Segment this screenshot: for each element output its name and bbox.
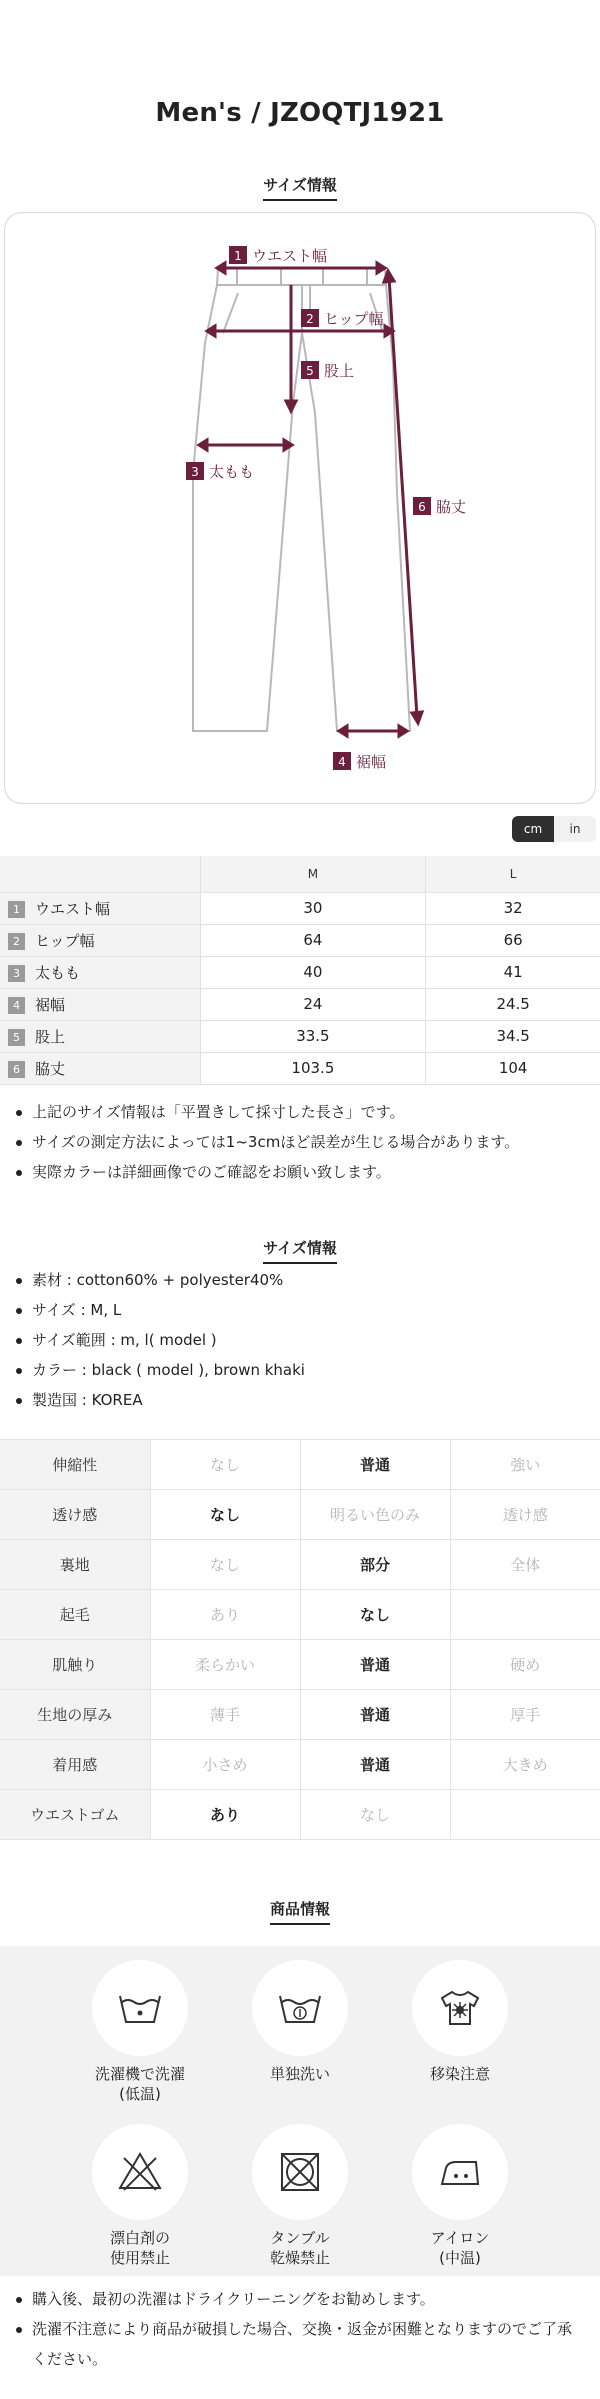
row-badge: 2 (8, 933, 25, 950)
size-diagram (4, 212, 596, 804)
attr-name: 伸縮性 (0, 1439, 150, 1489)
size-table (0, 856, 600, 1085)
cell-value: 40 (200, 956, 426, 988)
unit-toggle (0, 804, 600, 856)
attr-option-selected: 普通 (300, 1689, 450, 1739)
attr-option: なし (150, 1439, 300, 1489)
care-label: 洗濯機で洗濯 (低温) (94, 2064, 185, 2103)
unit-in-button[interactable]: in (554, 816, 596, 842)
care-label: 移染注意 (429, 2064, 490, 2083)
badge-4-num: 4 (338, 755, 346, 769)
wash-separately-icon (276, 1988, 324, 2028)
care-label: 単独洗い (269, 2064, 330, 2083)
attr-option: あり (150, 1589, 300, 1639)
attr-name: 肌触り (0, 1639, 150, 1689)
care-item (380, 1960, 540, 2084)
attr-option: なし (150, 1539, 300, 1589)
list-item: カラー : black ( model ), brown khaki (14, 1355, 600, 1385)
attr-option (450, 1589, 600, 1639)
attr-option: 大きめ (450, 1739, 600, 1789)
label-waist: ウエスト幅 (252, 247, 328, 265)
badge-6-num: 6 (418, 500, 426, 514)
list-item: サイズ : M, L (14, 1295, 600, 1325)
list-item: 洗濯不注意により商品が破損した場合、交換・返金が困難となりますのでご了承ください。 (14, 2314, 586, 2374)
table-row (0, 1439, 600, 1489)
badge-2-num: 2 (306, 312, 314, 326)
cell-value: 103.5 (200, 1052, 426, 1084)
attr-name: 透け感 (0, 1489, 150, 1539)
cell-value: 24 (200, 988, 426, 1020)
cell-value: 24.5 (426, 988, 600, 1020)
row-label: 股上 (35, 1027, 66, 1046)
row-label: ウエスト幅 (35, 899, 111, 918)
care-item (380, 2124, 540, 2268)
table-row (0, 892, 600, 924)
cell-value: 104 (426, 1052, 600, 1084)
label-hip: ヒップ幅 (324, 310, 384, 328)
page-title: Men's / JZOQTJ1921 (155, 98, 445, 128)
row-badge: 1 (8, 901, 25, 918)
label-thigh: 太もも (209, 463, 255, 481)
attr-name: ウエストゴム (0, 1789, 150, 1839)
row-label: 脇丈 (35, 1059, 66, 1078)
header-size-m: M (200, 856, 426, 892)
table-row (0, 1589, 600, 1639)
care-item (220, 2124, 380, 2268)
table-row (0, 988, 600, 1020)
table-row (0, 956, 600, 988)
info-section-title: サイズ情報 (263, 1237, 337, 1264)
cell-value: 66 (426, 924, 600, 956)
attr-option-selected: なし (150, 1489, 300, 1539)
list-item: 購入後、最初の洗濯はドライクリーニングをお勧めします。 (14, 2284, 586, 2314)
label-rise: 股上 (324, 362, 355, 380)
row-label: 太もも (35, 963, 81, 982)
table-row (0, 1689, 600, 1739)
size-table-header (0, 856, 600, 892)
table-row (0, 924, 600, 956)
size-section-heading (0, 150, 600, 202)
attr-option-selected: 普通 (300, 1739, 450, 1789)
row-label: 裾幅 (35, 995, 66, 1014)
list-item: サイズの測定方法によっては1~3cmほど誤差が生じる場合があります。 (14, 1127, 600, 1157)
cell-value: 41 (426, 956, 600, 988)
attr-name: 着用感 (0, 1739, 150, 1789)
attr-option-selected: 普通 (300, 1439, 450, 1489)
table-row (0, 1639, 600, 1689)
attr-option: 強い (450, 1439, 600, 1489)
iron-medium-icon (436, 2154, 484, 2190)
care-label: タンブル 乾燥禁止 (269, 2228, 330, 2267)
unit-cm-button[interactable]: cm (512, 816, 554, 842)
label-outseam: 脇丈 (436, 498, 467, 516)
cell-value: 33.5 (200, 1020, 426, 1052)
no-bleach-icon (116, 2150, 164, 2194)
care-item (60, 2124, 220, 2268)
table-row (0, 1489, 600, 1539)
attr-option: 柔らかい (150, 1639, 300, 1689)
care-instructions (0, 1946, 600, 2276)
row-badge: 3 (8, 965, 25, 982)
table-row (0, 1739, 600, 1789)
badge-5-num: 5 (306, 364, 314, 378)
row-badge: 6 (8, 1061, 25, 1078)
table-row (0, 1052, 600, 1084)
attr-name: 裏地 (0, 1539, 150, 1589)
machine-wash-icon (116, 1988, 164, 2028)
list-item: 実際カラーは詳細画像でのご確認をお願い致します。 (14, 1157, 600, 1187)
attr-option: 厚手 (450, 1689, 600, 1739)
badge-1-num: 1 (234, 249, 242, 263)
row-label: ヒップ幅 (35, 931, 95, 950)
header-blank (0, 856, 200, 892)
header-size-l: L (426, 856, 600, 892)
row-badge: 4 (8, 997, 25, 1014)
attr-option: 小さめ (150, 1739, 300, 1789)
attr-option: 透け感 (450, 1489, 600, 1539)
fabric-attributes-table (0, 1439, 600, 1840)
attr-option (450, 1789, 600, 1839)
color-transfer-icon (438, 1986, 482, 2030)
list-item: 上記のサイズ情報は「平置きして採寸した長さ」です。 (14, 1097, 600, 1127)
attr-option-selected: あり (150, 1789, 300, 1839)
pants-illustration (5, 213, 597, 805)
product-section-title: 商品情報 (270, 1898, 330, 1925)
list-item: サイズ範囲 : m, l( model ) (14, 1325, 600, 1355)
no-tumble-dry-icon (278, 2150, 322, 2194)
attr-option: 硬め (450, 1639, 600, 1689)
attr-name: 起毛 (0, 1589, 150, 1639)
attr-option-selected: 部分 (300, 1539, 450, 1589)
care-label: アイロン (中温) (430, 2228, 490, 2267)
cell-value: 30 (200, 892, 426, 924)
attr-option-selected: なし (300, 1589, 450, 1639)
info-section-heading (0, 1213, 600, 1265)
product-section-heading (0, 1874, 600, 1926)
list-item: 製造国 : KOREA (14, 1385, 600, 1415)
table-row (0, 1020, 600, 1052)
care-label: 漂白剤の 使用禁止 (109, 2228, 170, 2267)
care-item (60, 1960, 220, 2104)
attr-name: 生地の厚み (0, 1689, 150, 1739)
cell-value: 64 (200, 924, 426, 956)
cell-value: 34.5 (426, 1020, 600, 1052)
table-row (0, 1539, 600, 1589)
attr-option: 全体 (450, 1539, 600, 1589)
attr-option: 明るい色のみ (300, 1489, 450, 1539)
care-notes (0, 2276, 600, 2374)
attr-option: なし (300, 1789, 450, 1839)
badge-3-num: 3 (191, 465, 199, 479)
cell-value: 32 (426, 892, 600, 924)
label-hem: 裾幅 (356, 753, 387, 771)
table-row (0, 1789, 600, 1839)
attr-option: 薄手 (150, 1689, 300, 1739)
row-badge: 5 (8, 1029, 25, 1046)
list-item: 素材 : cotton60% + polyester40% (14, 1265, 600, 1295)
product-info-list (0, 1265, 600, 1415)
size-notes (0, 1085, 600, 1187)
size-section-title: サイズ情報 (263, 174, 337, 201)
care-item (220, 1960, 380, 2084)
attr-option-selected: 普通 (300, 1639, 450, 1689)
